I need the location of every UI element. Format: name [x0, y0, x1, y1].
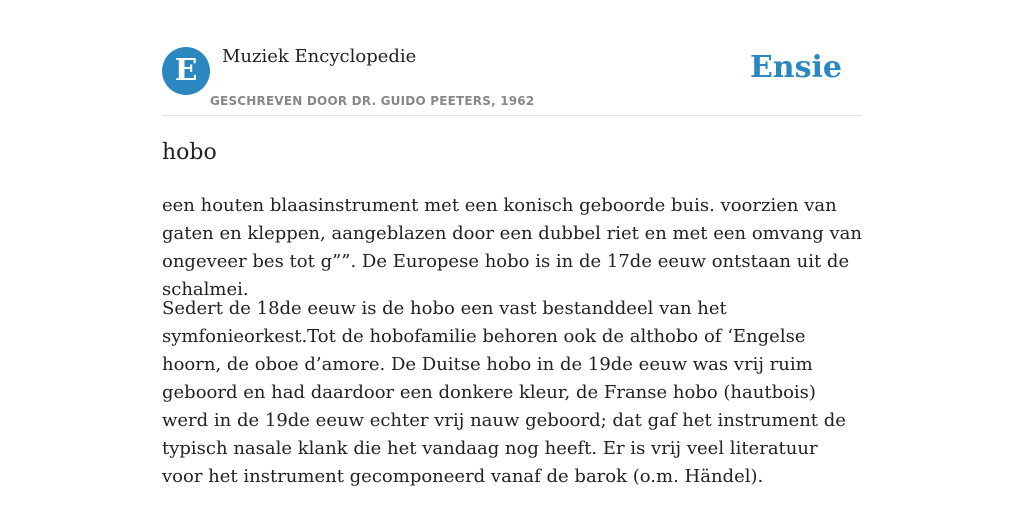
entry-paragraph-1: een houten blaasinstrument met een konisch geboorde buis. voorzien van gaten en kleppen, aangeblazen door een dubbel riet en met een omvang van ongeveer bes tot g””. De Europese hobo is in de 17de eeuw ontstaan uit de schalmei.	[162, 195, 862, 300]
entry-title: hobo	[162, 140, 217, 165]
ensie-logo-icon[interactable]: E	[162, 47, 210, 95]
brand-link[interactable]: Ensie	[749, 50, 842, 85]
entry-paragraph-2: Sedert de 18de eeuw is de hobo een vast bestanddeel van het symfonieorkest.Tot de hobofamilie behoren ook de althobo of ‘Engelse hoorn, de oboe d’amore. De Duitse hobo in de 19de eeuw was vrij ruim geboord en had daardoor een donkere kleur, de Franse hobo (hautbois) werd in de 19de eeuw echter vrij nauw geboord; dat gaf het instrument de typisch nasale klank die het vandaag nog heeft. Er is vrij veel literatuur voor het instrument gecomponeerd vanaf de barok (o.m. Händel).	[162, 298, 846, 487]
header-divider	[162, 115, 862, 116]
encyclopedia-title[interactable]: Muziek Encyclopedie	[222, 46, 417, 67]
author-line: GESCHREVEN DOOR DR. GUIDO PEETERS, 1962	[210, 94, 535, 108]
